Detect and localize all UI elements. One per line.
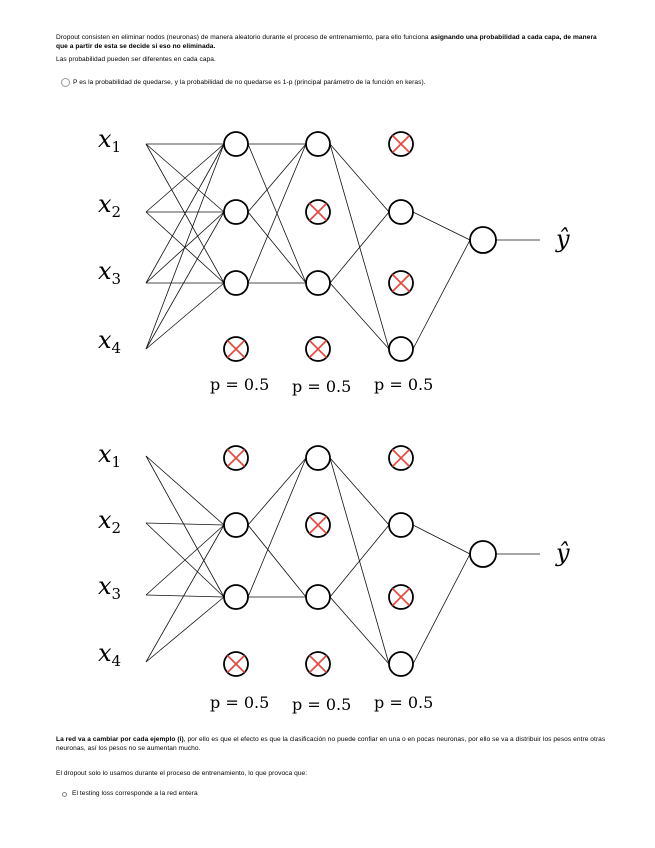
edge-input-to-hidden1: [146, 283, 224, 349]
output-label-yhat: ŷ: [556, 225, 570, 253]
input-label-x4: $x_4$: [98, 326, 122, 357]
probability-label-layer2: p = 0.5: [292, 377, 352, 396]
edge-hidden3-to-output: [413, 525, 470, 554]
usage-paragraph: El dropout solo lo usamos durante el proceso de entrenamiento, lo que provoca que:: [56, 770, 308, 777]
input-label-x4: $x_4$: [98, 639, 122, 670]
neuron-node: [224, 132, 248, 156]
neuron-node: [389, 200, 413, 224]
edge-hidden1-to-hidden2: [248, 458, 306, 597]
input-label-x1: $x_1$: [98, 125, 122, 156]
edge-input-to-hidden1: [146, 456, 224, 525]
neuron-node: [389, 513, 413, 537]
input-label-x3: $x_3$: [98, 572, 122, 603]
edge-input-to-hidden1: [146, 597, 224, 662]
neuron-node: [389, 652, 413, 676]
neuron-node: [224, 200, 248, 224]
output-label-yhat: ŷ: [556, 539, 570, 567]
neuron-node: [224, 513, 248, 537]
neuron-node: [306, 446, 330, 470]
edge-input-to-hidden1: [146, 144, 224, 349]
neuron-node: [224, 585, 248, 609]
edge-input-to-hidden1: [146, 212, 224, 349]
edge-hidden2-to-hidden3: [330, 597, 389, 664]
edge-input-to-hidden1: [146, 456, 224, 597]
edge-hidden2-to-hidden3: [330, 283, 389, 349]
nodes: [224, 132, 496, 676]
output-node: [470, 227, 496, 253]
probability-label-layer1: p = 0.5: [210, 375, 270, 394]
edge-hidden2-to-hidden3: [330, 458, 389, 525]
edge-input-to-hidden1: [146, 525, 224, 595]
bullet-item-testing-loss: El testing loss corresponde a la red entera: [72, 790, 198, 797]
edge-hidden1-to-hidden2: [248, 144, 306, 212]
neuron-node: [306, 271, 330, 295]
dropout-diagram: [0, 100, 655, 720]
neuron-node: [306, 585, 330, 609]
edge-input-to-hidden1: [146, 525, 224, 662]
edge-input-to-hidden1: [146, 523, 224, 525]
edge-hidden2-to-hidden3: [330, 525, 389, 597]
edge-hidden2-to-hidden3: [330, 212, 389, 283]
intro-paragraph: [56, 33, 601, 51]
neuron-node: [224, 271, 248, 295]
input-label-x2: $x_2$: [98, 190, 122, 221]
edge-hidden1-to-hidden2: [248, 458, 306, 525]
radio-button[interactable]: [61, 78, 70, 87]
edge-input-to-hidden1: [146, 595, 224, 597]
edge-hidden1-to-hidden2: [248, 525, 306, 597]
edge-hidden1-to-hidden2: [248, 212, 306, 283]
edge-hidden2-to-hidden3: [330, 144, 389, 349]
input-label-x3: $x_3$: [98, 257, 122, 288]
edge-hidden3-to-output: [413, 554, 470, 664]
edge-hidden3-to-output: [413, 212, 470, 240]
intro-text-normal: Dropout consisten en eliminar nodos (neuronas) de manera aleatorio durante el proceso de entrenamiento, para ello funciona: [56, 34, 431, 41]
probability-label-layer1: p = 0.5: [210, 693, 270, 712]
bullet-marker: [62, 792, 67, 797]
input-label-x1: $x_1$: [98, 440, 122, 471]
edge-hidden3-to-output: [413, 240, 470, 349]
probability-label-layer3: p = 0.5: [374, 375, 434, 394]
explanation-bold: La red va a cambiar por cada ejemplo (i): [56, 736, 184, 743]
intro-text-bold: asignando una probabilidad a cada capa, de manera que a partir de esta se decide si eso no eliminada.: [56, 34, 597, 50]
intro-second-line: Las probabilidad pueden ser diferentes en cada capa.: [56, 56, 216, 63]
neuron-node: [389, 337, 413, 361]
edge-hidden2-to-hidden3: [330, 144, 389, 212]
output-node: [470, 541, 496, 567]
explanation-normal: , por ello es que el efecto es que la clasificación no puede confiar en una o en pocas neuronas, por ello se va a distribuir los pesos entre otras neuronas, así los pesos no se aumentan mucho.: [56, 736, 606, 752]
labels: [98, 125, 570, 714]
explanation-paragraph: [56, 735, 606, 753]
radio-label: P es la probabilidad de quedarse, y la probabilidad de no quedarse es 1-p (principal parámetro de la función en keras).: [73, 79, 426, 86]
input-label-x2: $x_2$: [98, 506, 122, 537]
probability-label-layer3: p = 0.5: [374, 693, 434, 712]
neuron-node: [306, 132, 330, 156]
probability-label-layer2: p = 0.5: [292, 695, 352, 714]
